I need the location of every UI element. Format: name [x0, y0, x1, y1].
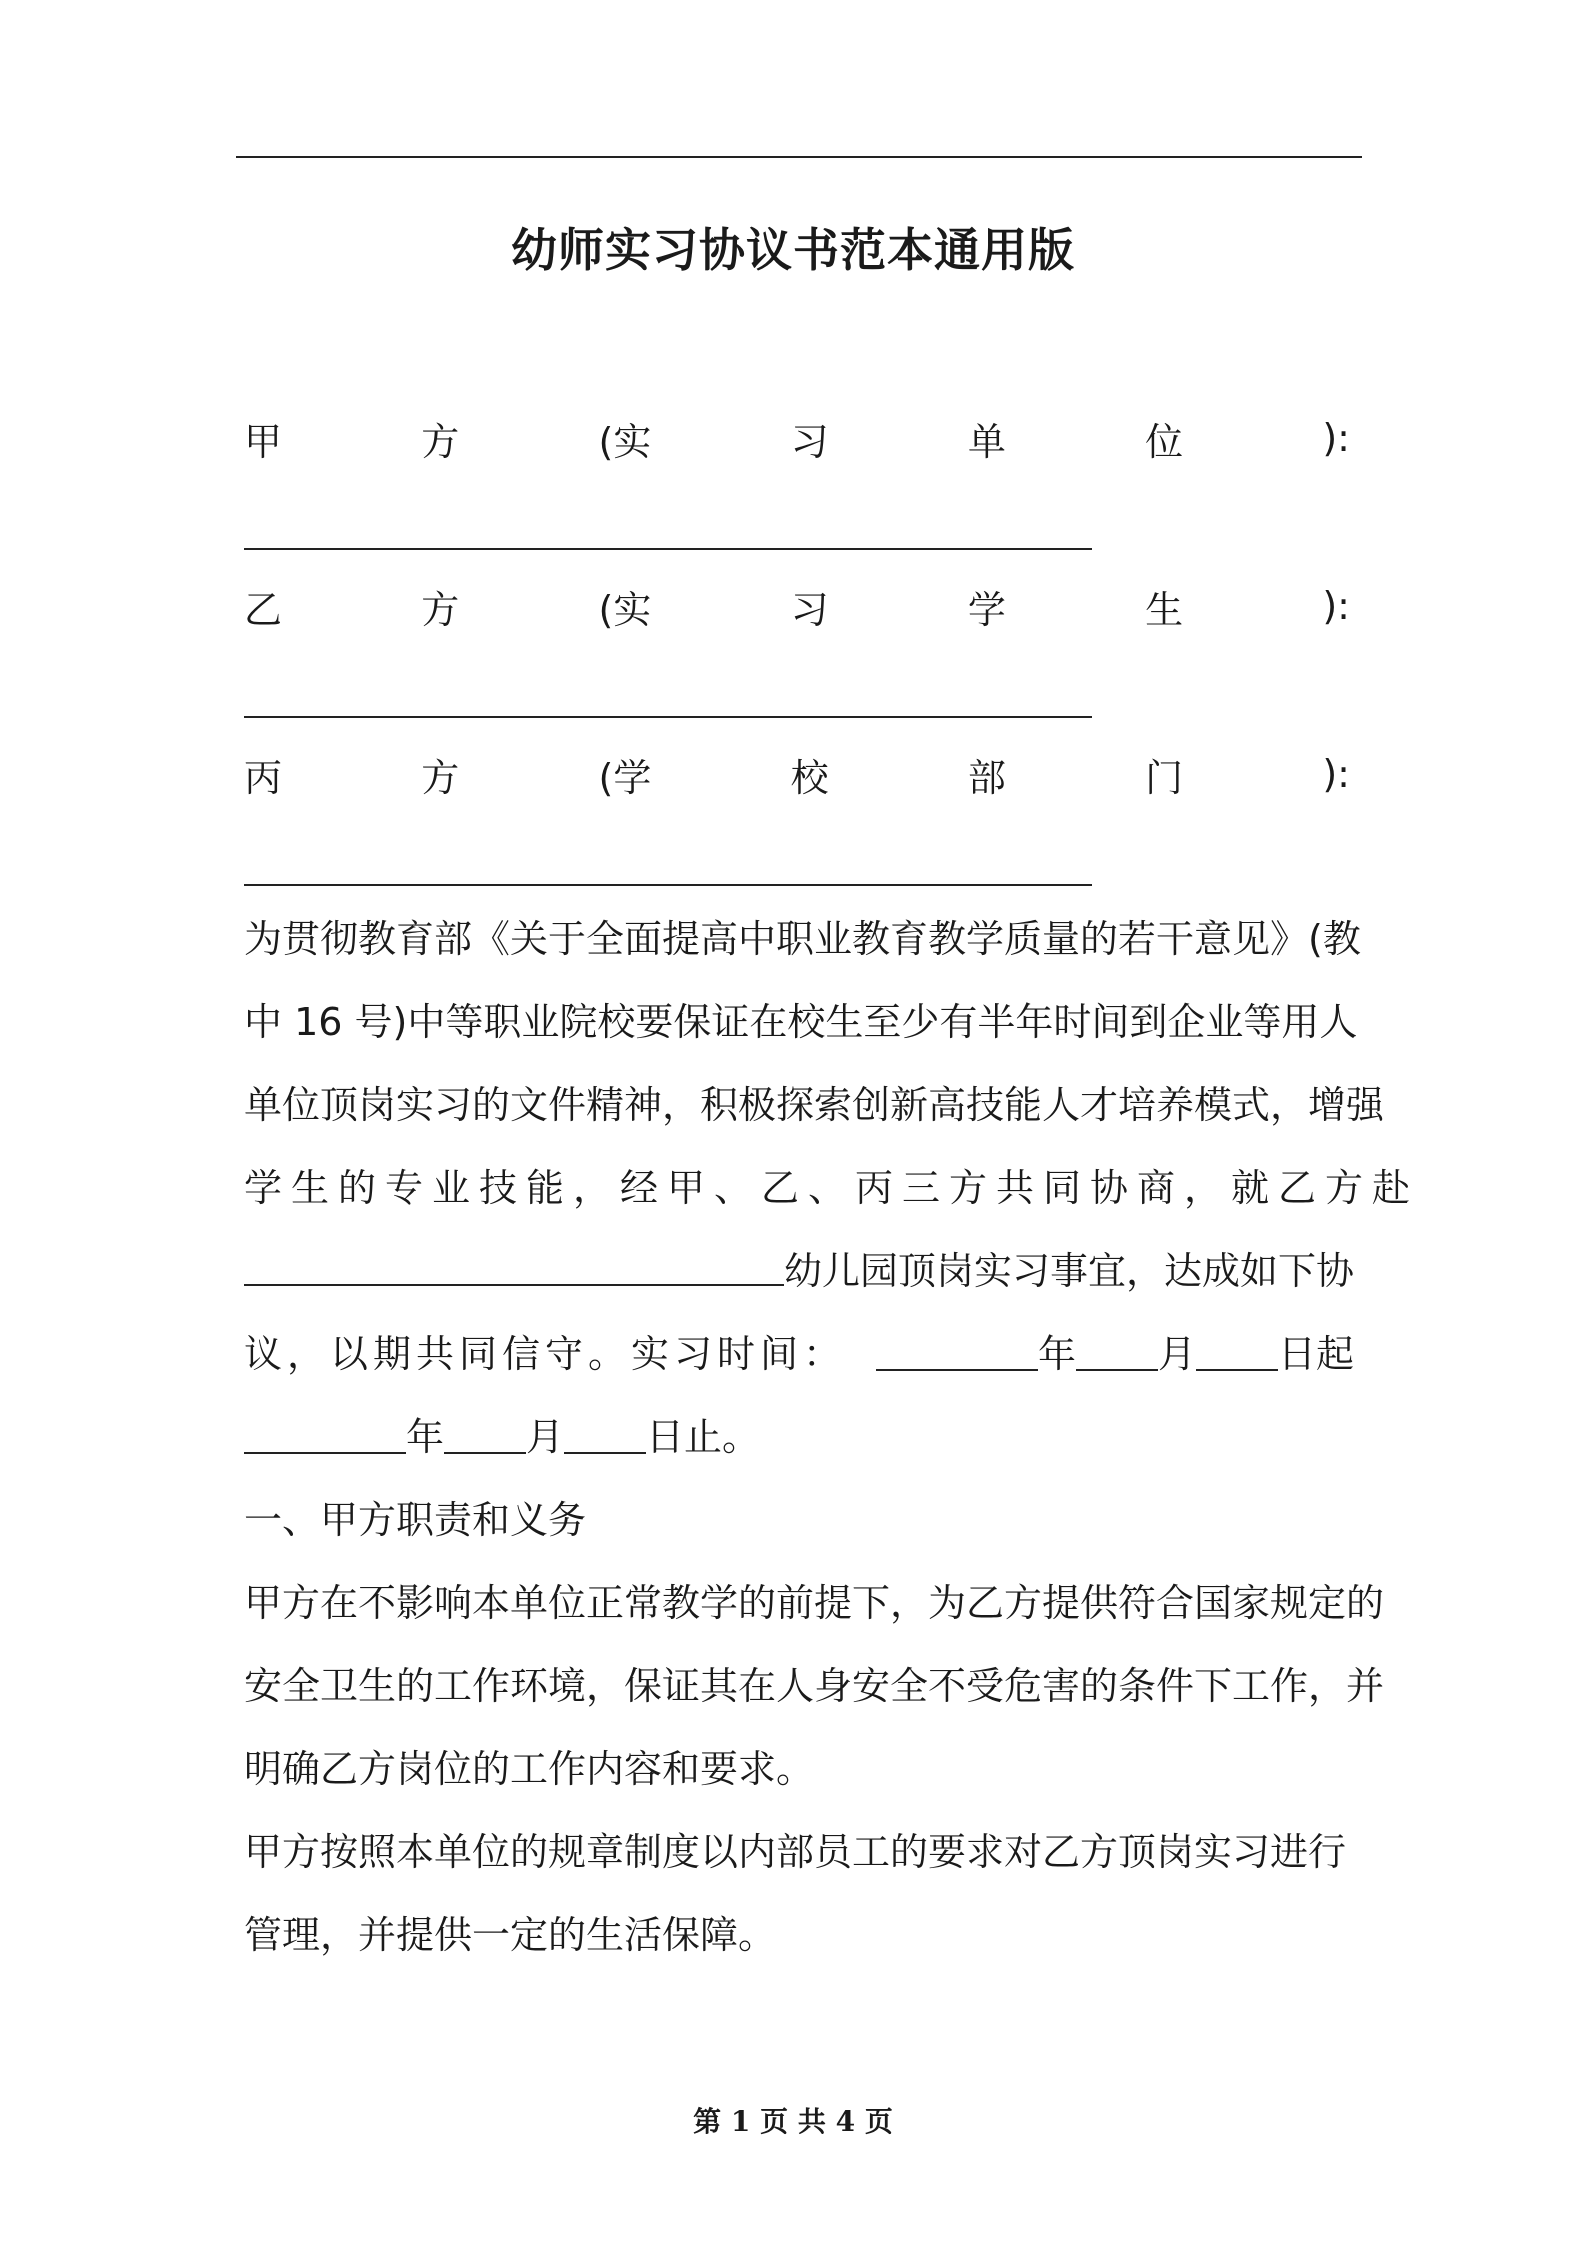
section-heading-text: 一、甲方职责和义务	[244, 1498, 587, 1542]
party-b-cell: 生	[1145, 587, 1184, 632]
section-1-heading	[244, 1479, 1354, 1562]
party-c-cell: ):	[1322, 752, 1350, 796]
party-a-cell: 甲	[244, 419, 283, 464]
intro-line-7	[244, 1396, 1354, 1479]
intro-paragraph	[244, 898, 1420, 1479]
paragraph-line: 甲方按照本单位的规章制度以内部员工的要求对乙方顶岗实习进行	[244, 1830, 1347, 1874]
party-a-cell: 单	[967, 419, 1006, 464]
page-number-footer: 第 1 页 共 4 页	[693, 2105, 893, 2138]
intro-line: 中 16 号)中等职业院校要保证在校生至少有半年时间到企业等用人	[244, 1000, 1358, 1044]
start-date	[876, 1313, 1354, 1396]
party-b-cell: 学	[967, 587, 1006, 632]
party-a-row	[244, 408, 1350, 468]
intro-line-6-text: 议，以期共同信守。实习时间：	[244, 1332, 847, 1376]
paragraph-line: 甲方在不影响本单位正常教学的前提下，为乙方提供符合国家规定的	[244, 1581, 1385, 1625]
party-a-cell: 习	[790, 419, 829, 464]
party-c-cell: 部	[967, 755, 1006, 800]
intro-line-5	[244, 1230, 1354, 1313]
party-c-cell: 门	[1145, 755, 1184, 800]
year-label: 年	[406, 1415, 445, 1459]
section-1-paragraph-2	[244, 1811, 1354, 1977]
party-b-cell: 乙	[244, 587, 283, 632]
party-a-cell: (实	[598, 419, 652, 464]
party-a-cell: ):	[1322, 416, 1350, 460]
end-month-blank	[444, 1414, 526, 1454]
party-b-cell: 方	[421, 587, 460, 632]
party-b-cell: 习	[790, 587, 829, 632]
party-c-cell: 校	[790, 755, 829, 800]
end-year-blank	[244, 1414, 406, 1454]
party-c-cell: 丙	[244, 755, 283, 800]
day-end-label: 日止。	[646, 1415, 761, 1459]
party-c-blank	[244, 884, 1092, 886]
intro-line: 为贯彻教育部《关于全面提高中职业教育教学质量的若干意见》(教	[244, 917, 1361, 961]
party-b-blank	[244, 716, 1092, 718]
year-label: 年	[1037, 1332, 1076, 1376]
party-b-cell: ):	[1322, 584, 1350, 628]
intro-line: 单位顶岗实习的文件精神，积极探索创新高技能人才培养模式，增强	[244, 1083, 1385, 1127]
party-c-row	[244, 744, 1350, 804]
section-1-paragraph-1	[244, 1562, 1385, 1811]
header-rule	[236, 156, 1362, 158]
intro-line-6	[244, 1313, 1354, 1396]
month-label: 月	[526, 1415, 565, 1459]
paragraph-line: 管理，并提供一定的生活保障。	[244, 1913, 777, 1957]
party-b-cell: (实	[598, 587, 652, 632]
party-a-blank	[244, 548, 1092, 550]
start-day-blank	[1196, 1331, 1278, 1371]
kindergarten-blank	[244, 1246, 784, 1286]
end-day-blank	[564, 1414, 646, 1454]
party-c-cell: 方	[421, 755, 460, 800]
intro-line: 学生的专业技能，经甲、乙、丙三方共同协商，就乙方赴	[244, 1166, 1420, 1210]
party-b-row	[244, 576, 1350, 636]
party-a-cell: 方	[421, 419, 460, 464]
month-label: 月	[1157, 1332, 1196, 1376]
paragraph-line: 明确乙方岗位的工作内容和要求。	[244, 1747, 815, 1791]
start-year-blank	[876, 1331, 1038, 1371]
party-a-cell: 位	[1145, 419, 1184, 464]
start-month-blank	[1076, 1331, 1158, 1371]
intro-line-5-text: 幼儿园顶岗实习事宜，达成如下协	[783, 1249, 1354, 1293]
party-c-cell: (学	[598, 755, 652, 800]
document-title: 幼师实习协议书范本通用版	[511, 223, 1075, 277]
day-start-label: 日起	[1277, 1332, 1354, 1376]
paragraph-line: 安全卫生的工作环境，保证其在人身安全不受危害的条件下工作，并	[244, 1664, 1385, 1708]
